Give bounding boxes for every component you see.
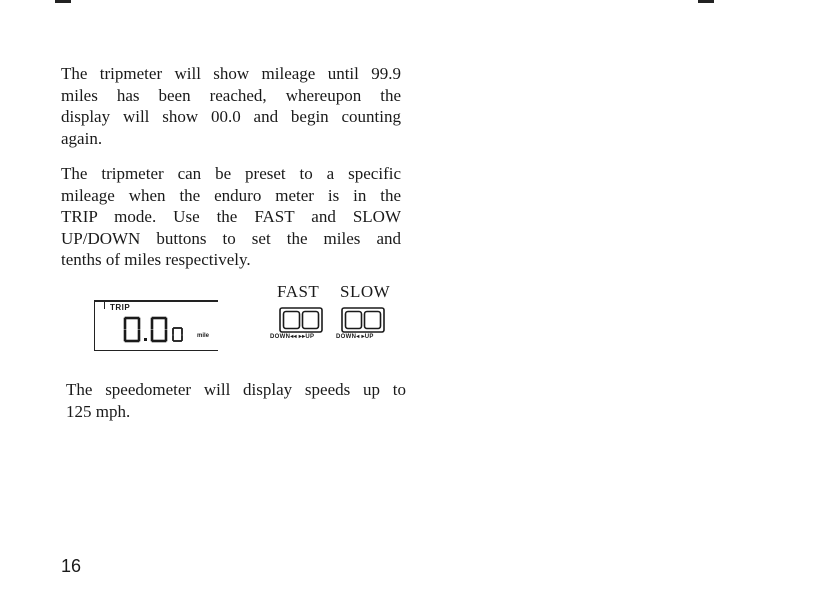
lcd-decimal-point (144, 338, 147, 341)
fast-rocker-switch-icon (279, 307, 323, 333)
paragraph-line: again. (61, 128, 103, 148)
paragraph-tripmeter-preset (61, 163, 401, 271)
trip-mode-label: TRIP (110, 303, 131, 312)
paragraph-line: display will show 00.0 and begin counting (61, 107, 401, 126)
lcd-digit-small (173, 328, 182, 341)
paragraph-line: TRIP mode. Use the FAST and SLOW (61, 207, 401, 226)
page-number: 16 (61, 556, 82, 576)
slow-rocker-switch-icon (341, 307, 385, 333)
lcd-digit-tenths (152, 318, 166, 341)
paragraph-line: miles has been reached, whereupon the (61, 85, 401, 105)
paragraph-line: The tripmeter will show mileage until 99.9 (61, 64, 401, 83)
lcd-digits (123, 314, 193, 344)
display-frame-notch (95, 300, 105, 309)
lcd-digit-units (125, 318, 139, 341)
paragraph-line: The tripmeter can be preset to a specific (61, 164, 401, 183)
paragraph-line: 125 mph. (66, 401, 131, 421)
slow-button-label: SLOW (340, 282, 391, 301)
display-frame-top (95, 300, 218, 302)
top-crop-mark-right (698, 0, 714, 3)
mile-unit-label: mile (197, 333, 210, 339)
paragraph-line: UP/DOWN buttons to set the miles and (61, 228, 401, 248)
paragraph-tripmeter-rollover (61, 63, 401, 149)
paragraph-line: tenths of miles respectively. (61, 250, 251, 269)
paragraph-line: mileage when the enduro meter is in the (61, 185, 401, 205)
slow-button-caption: DOWN◂ ▸UP (336, 334, 374, 340)
trip-display-illustration (94, 300, 218, 351)
top-crop-mark-left (55, 0, 71, 3)
paragraph-speedometer (66, 379, 406, 422)
fast-button-label: FAST (277, 282, 320, 301)
fast-button-caption: DOWN◂◂ ▸▸UP (270, 334, 315, 340)
paragraph-line: The speedometer will display speeds up to (66, 380, 406, 399)
